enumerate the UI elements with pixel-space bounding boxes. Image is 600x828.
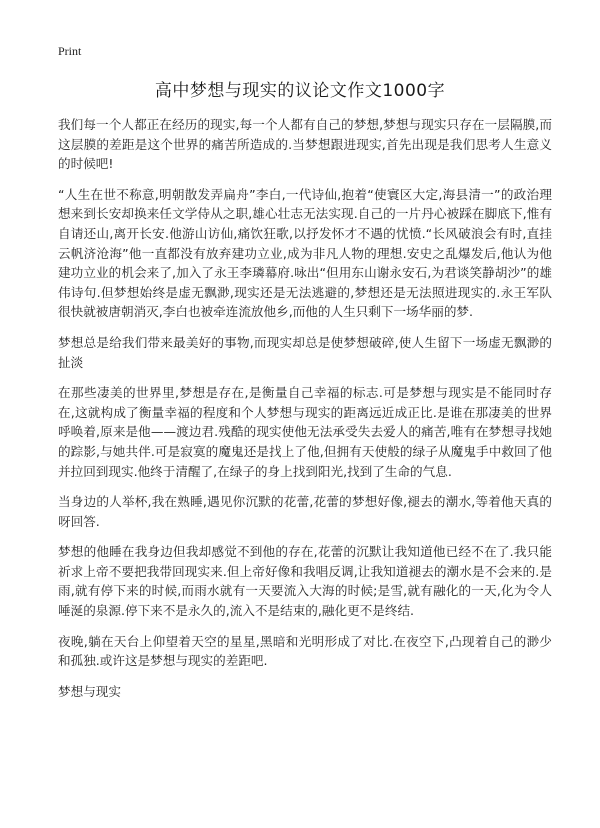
article-body [58, 115, 552, 712]
page-title: 高中梦想与现实的议论文作文1000字 [154, 81, 446, 101]
article-paragraph: 当身边的人举杯,我在熟睡,遇见你沉默的花蕾,花蕾的梦想好像,褪去的潮水,等着他天真的呀回答. [58, 494, 552, 529]
article-paragraph: 梦想的他睡在我身边但我却感觉不到他的存在,花蕾的沉默让我知道他已经不在了.我只能祈求上帝不要把我带回现实来.但上帝好像和我唱反调,让我知道褪去的潮水是不会来的.是雨,就有停下来的时候,而雨水就有一天要流入大海的时候;是雪,就有融化的一天,化为令人唾涎的泉源.停下来不是永久的,流入不是结束的,融化更不是终结. [58, 544, 552, 619]
article-section-heading: 梦想与现实 [58, 683, 121, 699]
article-paragraph: 我们每一个人都正在经历的现实,每一个人都有自己的梦想,梦想与现实只存在一层隔膜,而这层膜的差距是这个世界的痛苦所造成的.当梦想跟进现实,首先出现是我们思考人生意义的时候吧! [58, 117, 552, 172]
article-paragraph: 夜晚,躺在天台上仰望着天空的星星,黑暗和光明形成了对比.在夜空下,凸现着自己的渺少和孤独.或许这是梦想与现实的差距吧. [58, 633, 552, 669]
print-link[interactable]: Print [58, 44, 82, 58]
article-paragraph: 梦想总是给我们带来最美好的事物,而现实却总是使梦想破碎,使人生留下一场虚无飘渺的扯淡 [58, 334, 552, 370]
article-paragraph: 在那些凄美的世界里,梦想是存在,是衡量自己幸福的标志.可是梦想与现实是不能同时存在,这就构成了衡量幸福的程度和个人梦想与现实的距离远近成正比.是谁在那凄美的世界呼唤着,原来是他——渡边君.残酷的现实使他无法承受失去爱人的痛苦,唯有在梦想寻找她的踪影,与她共伴.可是寂寞的魔鬼还是找上了他,但拥有天使般的绿子从魔鬼手中救回了他并拉回到现实.他终于清醒了,在绿子的身上找到阳光,找到了生命的气息. [58, 385, 552, 479]
article-paragraph: “人生在世不称意,明朝散发弄扁舟”李白,一代诗仙,抱着“使寰区大定,海县清一”的政治理想来到长安却换来任文学侍从之职,雄心壮志无法实现.自己的一片丹心被踩在脚底下,惟有自请还山,离开长安.他游山访仙,痛饮狂歌,以抒发怀才不遇的忧愤.“长风破浪会有时,直挂云帆济沧海”他一直都没有放弃建功立业,成为非凡人物的理想.安史之乱爆发后,他认为他建功立业的机会来了,加入了永王李璘幕府.咏出“但用东山谢永安石,为君谈笑静胡沙”的雄伟诗句.但梦想始终是虚无飘渺,现实还是无法逃避的,梦想还是无法照进现实的.永王军队很快就被唐朝消灭,李白也被牵连流放他乡,而他的人生只剩下一场华丽的梦. [58, 186, 552, 320]
